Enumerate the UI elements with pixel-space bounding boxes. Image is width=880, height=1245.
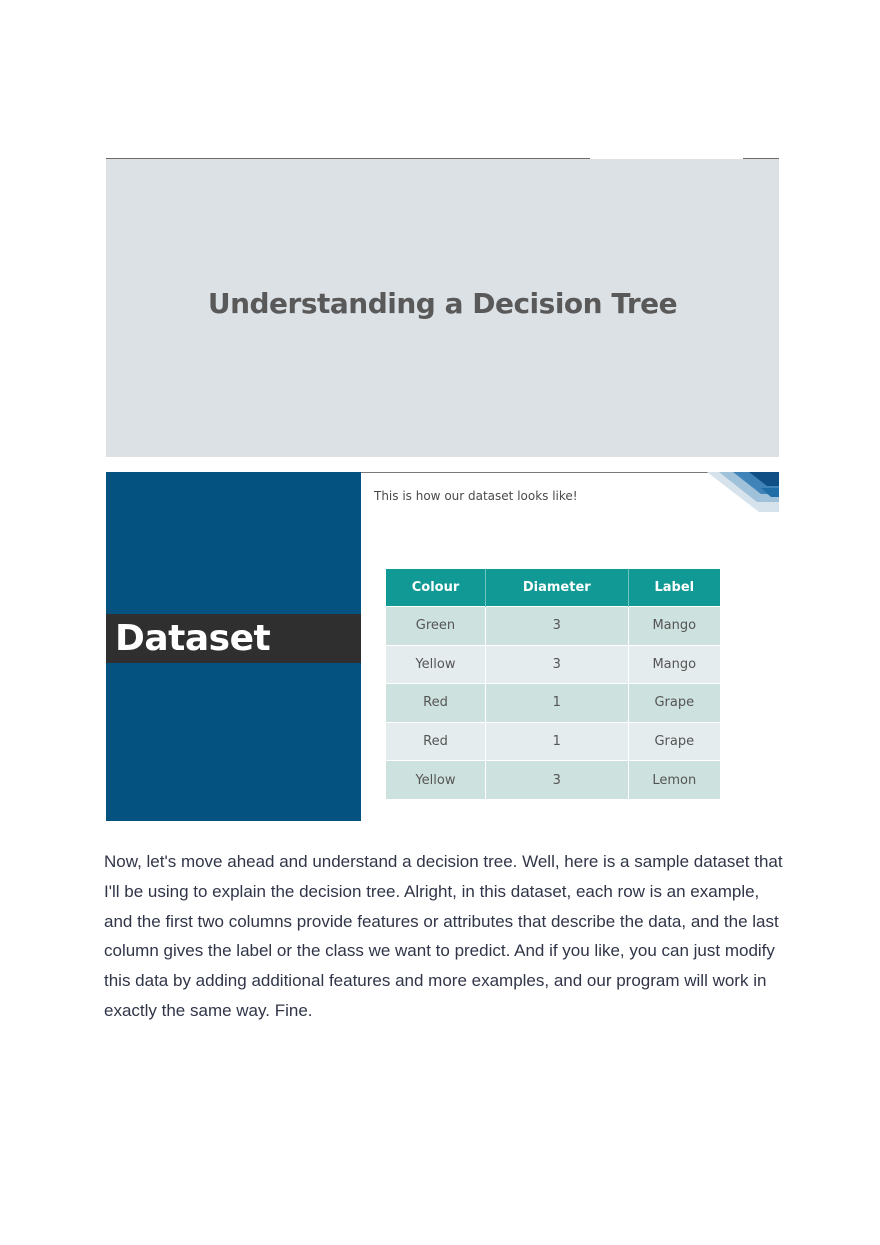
table-cell: Mango xyxy=(628,645,720,684)
column-header: Colour xyxy=(386,569,485,607)
table-cell: 3 xyxy=(485,645,628,684)
table-cell: Green xyxy=(386,607,485,646)
table-row xyxy=(386,761,720,799)
table-cell: Red xyxy=(386,722,485,761)
dataset-table xyxy=(386,569,720,799)
dataset-caption: This is how our dataset looks like! xyxy=(374,489,578,503)
column-header: Diameter xyxy=(485,569,628,607)
body-paragraph: Now, let's move ahead and understand a decision tree. Well, here is a sample dataset that I'll be using to explain the decision tree. Alright, in this dataset, each row is an example, and the first two columns provide features or attributes that describe the data, and the last column gives the label or the class we want to predict. And if you like, you can just modify this data by adding additional features and more examples, and our program will work in exactly the same way. Fine. xyxy=(104,852,783,1020)
table-row xyxy=(386,684,720,723)
table-cell: 3 xyxy=(485,761,628,799)
table-cell: Yellow xyxy=(386,761,485,799)
table-cell: 1 xyxy=(485,722,628,761)
table-cell: Grape xyxy=(628,722,720,761)
table-cell: Mango xyxy=(628,607,720,646)
corner-decoration-icon xyxy=(699,472,779,517)
column-header: Label xyxy=(628,569,720,607)
table-cell: Lemon xyxy=(628,761,720,799)
table-cell: 3 xyxy=(485,607,628,646)
title-slide xyxy=(106,159,779,457)
dataset-heading: Dataset xyxy=(115,618,271,659)
dataset-slide xyxy=(106,472,779,821)
table-row xyxy=(386,722,720,761)
table-cell: 1 xyxy=(485,684,628,723)
dataset-band xyxy=(106,614,361,663)
table-header-row xyxy=(386,569,720,607)
table-cell: Yellow xyxy=(386,645,485,684)
table-row xyxy=(386,607,720,646)
slide-title: Understanding a Decision Tree xyxy=(207,286,678,320)
table-row xyxy=(386,645,720,684)
table-cell: Grape xyxy=(628,684,720,723)
table-cell: Red xyxy=(386,684,485,723)
